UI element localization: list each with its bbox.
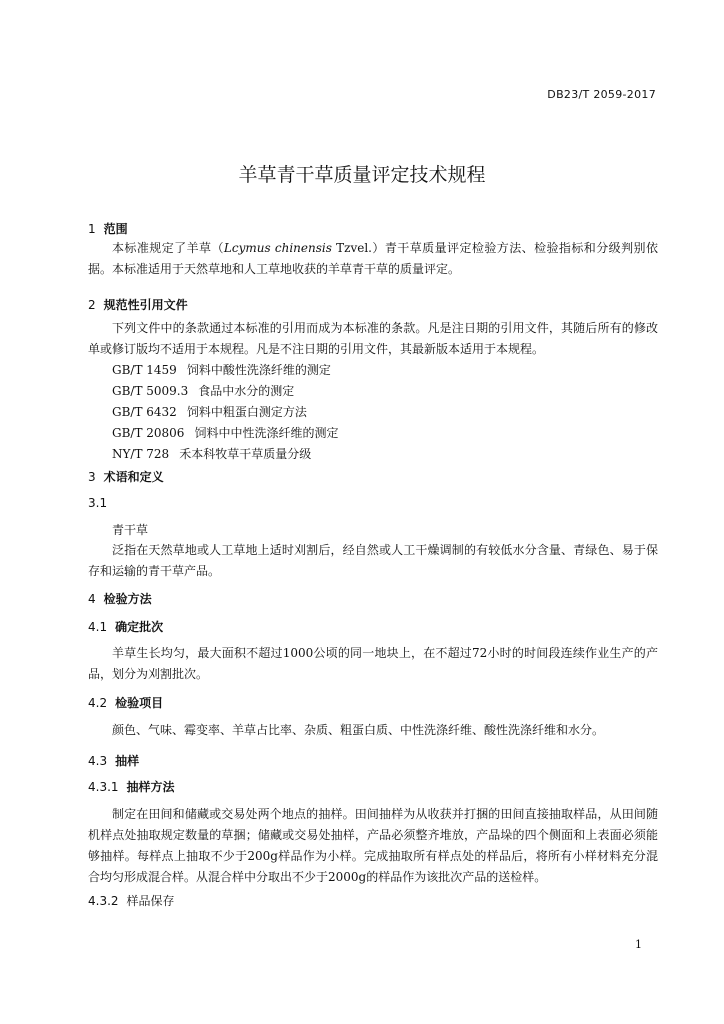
latin-name: Lcymus chinensis <box>223 241 332 255</box>
sampling-method-text: 制定在田间和储藏或交易处两个地点的抽样。田间抽样为从收获并打捆的田间直接抽取样品，从田间随机样点处抽取规定数量的草捆；储藏或交易处抽样，产品必须整齐堆放，产品垛的四个侧面和上表面必须能够抽样。每样点上抽取不少于200g样品作为小样。完成抽取所有样点处的样品后，将所有小样材料充分混合均匀形成混合样。从混合样中分取出不少于2000g的样品作为该批次产品的送检样。 <box>88 807 658 884</box>
reference-item <box>112 424 338 441</box>
reference-title: 饲料中粗蛋白测定方法 <box>186 405 307 419</box>
section-number: 3 <box>88 470 96 484</box>
section-4-heading <box>88 590 152 607</box>
reference-item <box>112 403 307 420</box>
term-definition: 泛指在天然草地或人工草地上适时刈割后，经自然或人工干燥调制的有较低水分含量、青绿色、易于保存和运输的青干草产品。 <box>88 543 658 578</box>
section-title: 范围 <box>103 222 128 236</box>
batch-definition-text: 羊草生长均匀，最大面积不超过1000公顷的同一地块上，在不超过72小时的时间段连续作业生产的产品，划分为刈割批次。 <box>88 646 658 681</box>
subsection-3-1-number: 3.1 <box>88 496 108 510</box>
reference-code: GB/T 1459 <box>112 363 177 377</box>
reference-code: NY/T 728 <box>112 447 170 461</box>
section-number: 1 <box>88 222 96 236</box>
section-title: 抽样 <box>115 754 140 768</box>
normative-refs-intro: 下列文件中的条款通过本标准的引用而成为本标准的条款。凡是注日期的引用文件，其随后所有的修改单或修订版均不适用于本规程。凡是不注日期的引用文件，其最新版本适用于本规程。 <box>88 321 658 356</box>
section-3-heading <box>88 468 164 485</box>
section-title: 确定批次 <box>115 620 164 634</box>
page-number: 1 <box>635 938 642 951</box>
section-title: 检验方法 <box>103 592 152 606</box>
scope-paragraph-2: 本标准适用于天然草地和人工草地收获的羊草青干草的质量评定。 <box>112 262 461 276</box>
standard-number: DB23/T 2059-2017 <box>547 88 656 101</box>
section-2-heading <box>88 296 188 313</box>
section-1-heading <box>88 220 128 237</box>
subsection-4-3-2-heading <box>88 892 175 909</box>
section-number: 4.1 <box>88 620 108 634</box>
subsection-4-2-heading <box>88 694 163 711</box>
scope-text: Tzvel.）青干草质量评定检验方法、检验指标和分级判别依据。 <box>88 241 658 276</box>
reference-code: GB/T 6432 <box>112 405 177 419</box>
section-number: 4.2 <box>88 696 108 710</box>
section-title: 规范性引用文件 <box>103 298 188 312</box>
reference-item <box>112 361 331 378</box>
reference-title: 食品中水分的测定 <box>198 384 295 398</box>
reference-item <box>112 382 294 399</box>
section-title: 术语和定义 <box>103 470 164 484</box>
section-number: 2 <box>88 298 96 312</box>
reference-item <box>112 445 311 462</box>
inspection-items-text: 颜色、气味、霉变率、羊草占比率、杂质、粗蛋白质、中性洗涤纤维、酸性洗涤纤维和水分。 <box>112 723 605 737</box>
section-number: 4.3.2 <box>88 894 119 908</box>
reference-title: 饲料中酸性洗涤纤维的测定 <box>186 363 331 377</box>
section-number: 4.3.1 <box>88 780 119 794</box>
reference-title: 禾本科牧草干草质量分级 <box>179 447 312 461</box>
reference-title: 饲料中中性洗涤纤维的测定 <box>194 426 339 440</box>
scope-text: 本标准规定了羊草（ <box>112 241 224 255</box>
term-name: 青干草 <box>112 523 149 537</box>
section-title: 样品保存 <box>126 894 175 908</box>
document-title: 羊草青干草质量评定技术规程 <box>238 164 486 186</box>
section-title: 检验项目 <box>115 696 164 710</box>
reference-code: GB/T 20806 <box>112 426 185 440</box>
section-number: 4 <box>88 592 96 606</box>
subsection-4-3-heading <box>88 752 139 769</box>
reference-code: GB/T 5009.3 <box>112 384 189 398</box>
section-number: 4.3 <box>88 754 108 768</box>
subsection-4-3-1-heading <box>88 778 175 795</box>
section-title: 抽样方法 <box>126 780 175 794</box>
subsection-4-1-heading <box>88 618 163 635</box>
